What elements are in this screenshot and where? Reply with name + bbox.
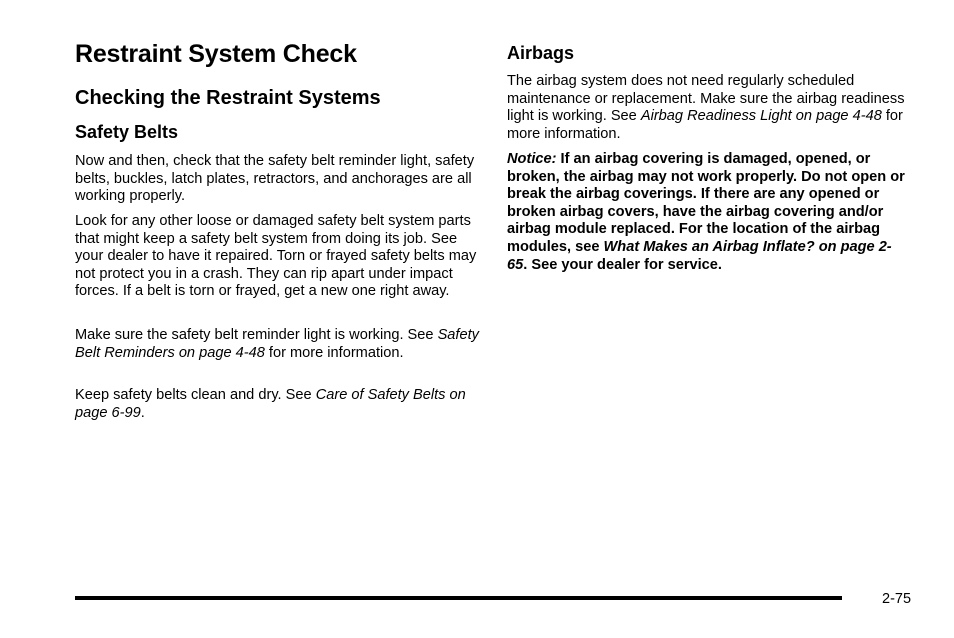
paragraph-text: for more information. bbox=[507, 108, 903, 142]
page-number: 2-75 bbox=[882, 591, 912, 607]
safety-belts-paragraph-2: Look for any other loose or damaged safety belt system parts that might keep a safety belt system from doing its job. See your dealer to have it repaired. Torn or frayed safety belts may not protect you in a crash. They can rip apart under impact forces. If a belt is torn or frayed, get a new one right away. bbox=[75, 213, 477, 300]
notice-text: If an airbag covering is damaged, opened, or broken, the airbag may not work properly. Do not open or break the airbag coverings. If there are any opened or broken airbag covers, have the airbag covering and/or airbag module replaced. For the location of the airbag modules, see bbox=[507, 151, 905, 255]
notice-label: Notice: bbox=[507, 151, 557, 167]
cross-reference-link[interactable]: What Makes an Airbag Inflate? on page 2-65 bbox=[507, 238, 892, 273]
safety-belts-heading: Safety Belts bbox=[75, 122, 179, 142]
page-title: Restraint System Check bbox=[75, 40, 357, 68]
paragraph-text: The airbag system does not need regularly scheduled maintenance or replacement. Make sure the airbag readiness light is working. See bbox=[507, 73, 905, 125]
cross-reference-link[interactable]: Airbag Readiness Light on page 4-48 bbox=[640, 108, 882, 125]
cross-reference-link[interactable]: Safety Belt Reminders on page 4-48 bbox=[75, 327, 479, 361]
paragraph-text: . bbox=[140, 404, 145, 421]
airbag-notice bbox=[507, 151, 907, 274]
notice-text: . See your dealer for service. bbox=[523, 256, 722, 273]
paragraph-text: Keep safety belts clean and dry. See bbox=[75, 387, 316, 403]
paragraph-text: for more information. bbox=[264, 344, 404, 361]
safety-belts-paragraph-4 bbox=[75, 387, 485, 422]
safety-belts-paragraph-1: Now and then, check that the safety belt reminder light, safety belts, buckles, latch plates, retractors, and anchorages are all working properly. bbox=[75, 153, 475, 205]
paragraph-text: Make sure the safety belt reminder light is working. See bbox=[75, 327, 438, 343]
footer-rule bbox=[75, 596, 842, 600]
section-heading: Checking the Restraint Systems bbox=[75, 87, 381, 109]
airbags-heading: Airbags bbox=[507, 43, 575, 63]
airbags-paragraph-1 bbox=[507, 73, 907, 143]
cross-reference-link[interactable]: Care of Safety Belts on page 6-99 bbox=[75, 387, 466, 421]
safety-belts-paragraph-3 bbox=[75, 327, 485, 362]
